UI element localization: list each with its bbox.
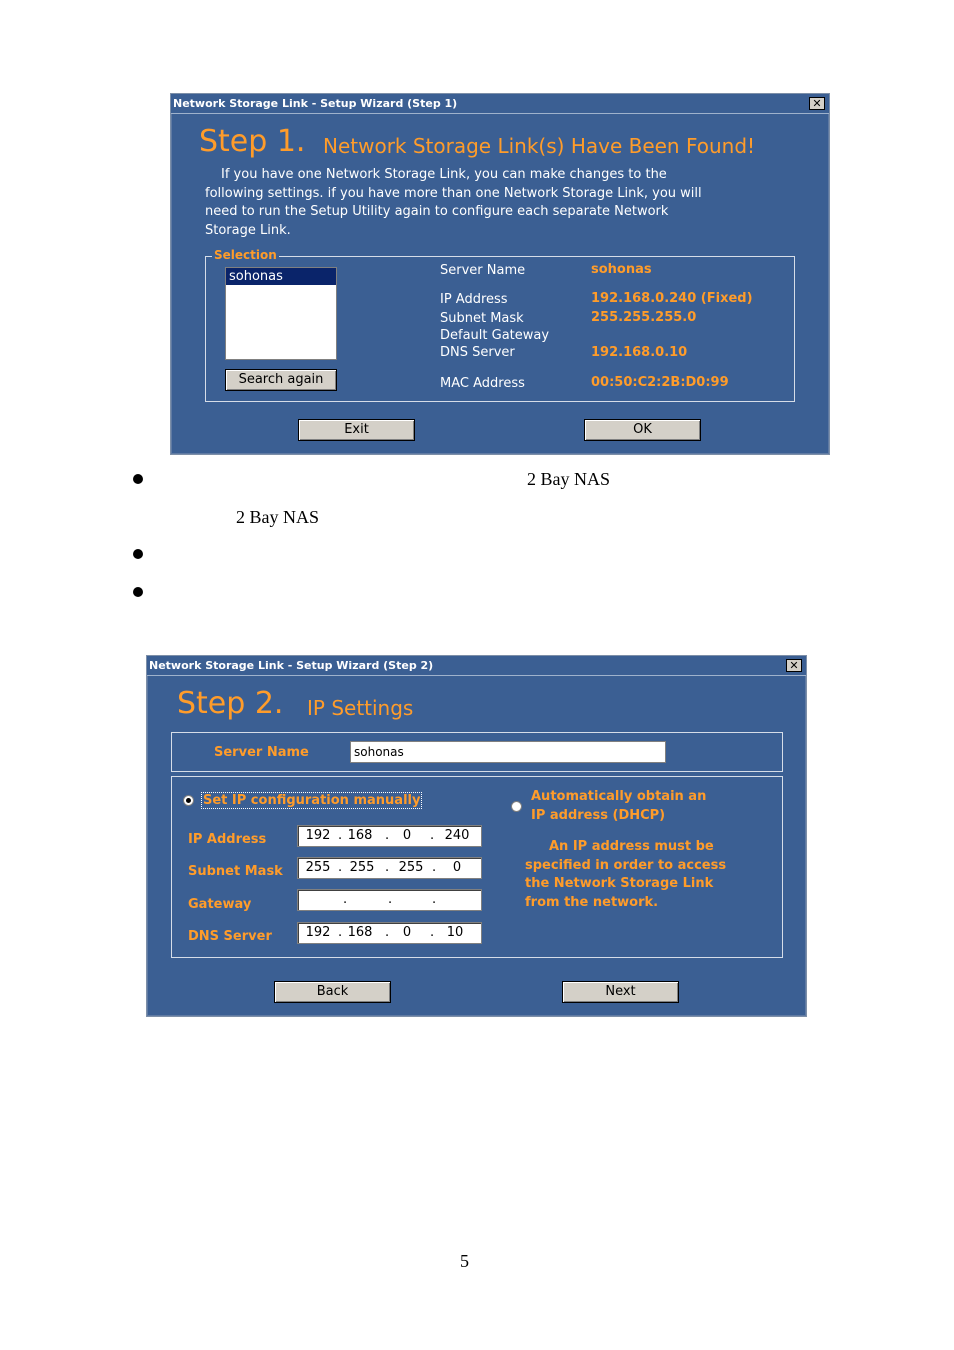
dns-dot: . xyxy=(430,925,435,940)
step2-window xyxy=(146,655,807,1017)
manual-radio[interactable] xyxy=(183,795,194,806)
search-again-button[interactable]: Search again xyxy=(225,369,337,391)
ip-address-label: IP Address xyxy=(440,292,508,307)
subnet-mask-label: Subnet Mask xyxy=(188,864,283,879)
doc-line-1: 2 Bay NAS xyxy=(527,469,611,489)
step2-close-icon[interactable]: ✕ xyxy=(786,659,802,672)
radio-dot-icon xyxy=(186,798,191,803)
ok-button[interactable]: OK xyxy=(584,419,701,441)
ip-note-line: from the network. xyxy=(525,894,659,910)
subnet-octet: 255 xyxy=(398,860,424,875)
dns-server-label: DNS Server xyxy=(188,929,272,944)
mac-address-value: 00:50:C2:2B:D0:99 xyxy=(591,375,729,390)
ip-dot: . xyxy=(430,828,435,843)
subnet-dot: . xyxy=(432,860,437,875)
step1-heading: Network Storage Link(s) Have Been Found! xyxy=(323,134,756,158)
device-listbox[interactable] xyxy=(225,267,337,360)
ip-note-line: An IP address must be xyxy=(549,839,714,854)
server-name-label: Server Name xyxy=(214,745,309,760)
ip-octet: 168 xyxy=(347,828,373,843)
server-name-input[interactable]: sohonas xyxy=(350,741,666,763)
dhcp-radio-label-line1[interactable]: Automatically obtain an xyxy=(531,789,707,804)
ip-config-group xyxy=(171,776,783,958)
ip-address-input[interactable] xyxy=(297,825,482,847)
dns-octet: 192 xyxy=(305,925,331,940)
step2-titlebar xyxy=(147,656,806,676)
ip-dot: . xyxy=(338,828,343,843)
selection-legend: Selection xyxy=(214,248,277,262)
page-number: 5 xyxy=(460,1251,469,1271)
back-button[interactable]: Back xyxy=(274,981,391,1003)
ip-note-line: specified in order to access xyxy=(525,857,727,873)
dns-dot: . xyxy=(385,925,390,940)
manual-radio-label[interactable]: Set IP configuration manually xyxy=(203,793,421,808)
server-name-value: sohonas xyxy=(591,262,652,277)
ip-note xyxy=(525,838,755,912)
selection-groupbox xyxy=(205,248,795,402)
step1-desc-line: following settings. if you have more than one Network Storage Link, you will xyxy=(205,185,702,201)
dns-server-value: 192.168.0.10 xyxy=(591,345,688,360)
dns-dot: . xyxy=(338,925,343,940)
step2-heading: IP Settings xyxy=(307,696,414,720)
dns-server-label: DNS Server xyxy=(440,345,515,360)
step1-step-label: Step 1. xyxy=(199,124,306,159)
subnet-octet: 0 xyxy=(452,860,462,875)
default-gateway-label: Default Gateway xyxy=(440,328,550,343)
device-list-item[interactable]: sohonas xyxy=(226,268,336,285)
subnet-octet: 255 xyxy=(349,860,375,875)
bullet-icon xyxy=(133,474,143,484)
bullet-icon xyxy=(133,549,143,559)
gateway-label: Gateway xyxy=(188,897,252,912)
step1-close-icon[interactable]: ✕ xyxy=(809,97,825,110)
subnet-octet: 255 xyxy=(305,860,331,875)
dns-octet: 10 xyxy=(446,925,464,940)
bullet-icon xyxy=(133,587,143,597)
dhcp-radio-label-line2[interactable]: IP address (DHCP) xyxy=(531,808,666,823)
next-button[interactable]: Next xyxy=(562,981,679,1003)
step2-step-label: Step 2. xyxy=(177,686,284,721)
ip-note-line: the Network Storage Link xyxy=(525,876,714,891)
subnet-mask-value: 255.255.255.0 xyxy=(591,310,697,325)
ip-octet: 0 xyxy=(402,828,412,843)
step1-window xyxy=(170,93,830,455)
ip-address-value: 192.168.0.240 (Fixed) xyxy=(591,291,753,306)
step1-desc-line: need to run the Setup Utility again to configure each separate Network xyxy=(205,204,669,219)
subnet-dot: . xyxy=(338,860,343,875)
step1-desc-line: Storage Link. xyxy=(205,222,291,238)
ip-address-label: IP Address xyxy=(188,832,267,847)
subnet-mask-input[interactable] xyxy=(297,857,482,879)
step1-titlebar xyxy=(171,94,829,114)
ip-octet: 240 xyxy=(444,828,470,843)
gateway-dot: . xyxy=(432,892,437,907)
ip-dot: . xyxy=(385,828,390,843)
step2-window-title: Network Storage Link - Setup Wizard (Step 2) xyxy=(149,659,434,672)
exit-button[interactable]: Exit xyxy=(298,419,415,441)
gateway-dot: . xyxy=(388,892,393,907)
subnet-dot: . xyxy=(385,860,390,875)
dns-octet: 0 xyxy=(402,925,412,940)
dns-server-input[interactable] xyxy=(297,922,482,944)
step1-window-title: Network Storage Link - Setup Wizard (Step 1) xyxy=(173,97,458,110)
gateway-input[interactable] xyxy=(297,889,482,911)
step1-desc-line: If you have one Network Storage Link, you can make changes to the xyxy=(221,167,667,182)
server-name-group xyxy=(171,732,783,772)
doc-line-2: 2 Bay NAS xyxy=(236,507,320,527)
gateway-dot: . xyxy=(343,892,348,907)
mac-address-label: MAC Address xyxy=(440,376,525,391)
subnet-mask-label: Subnet Mask xyxy=(440,311,524,326)
dns-octet: 168 xyxy=(347,925,373,940)
dhcp-radio[interactable] xyxy=(511,801,522,812)
ip-octet: 192 xyxy=(305,828,331,843)
step1-description xyxy=(205,166,805,240)
server-name-label: Server Name xyxy=(440,263,526,278)
